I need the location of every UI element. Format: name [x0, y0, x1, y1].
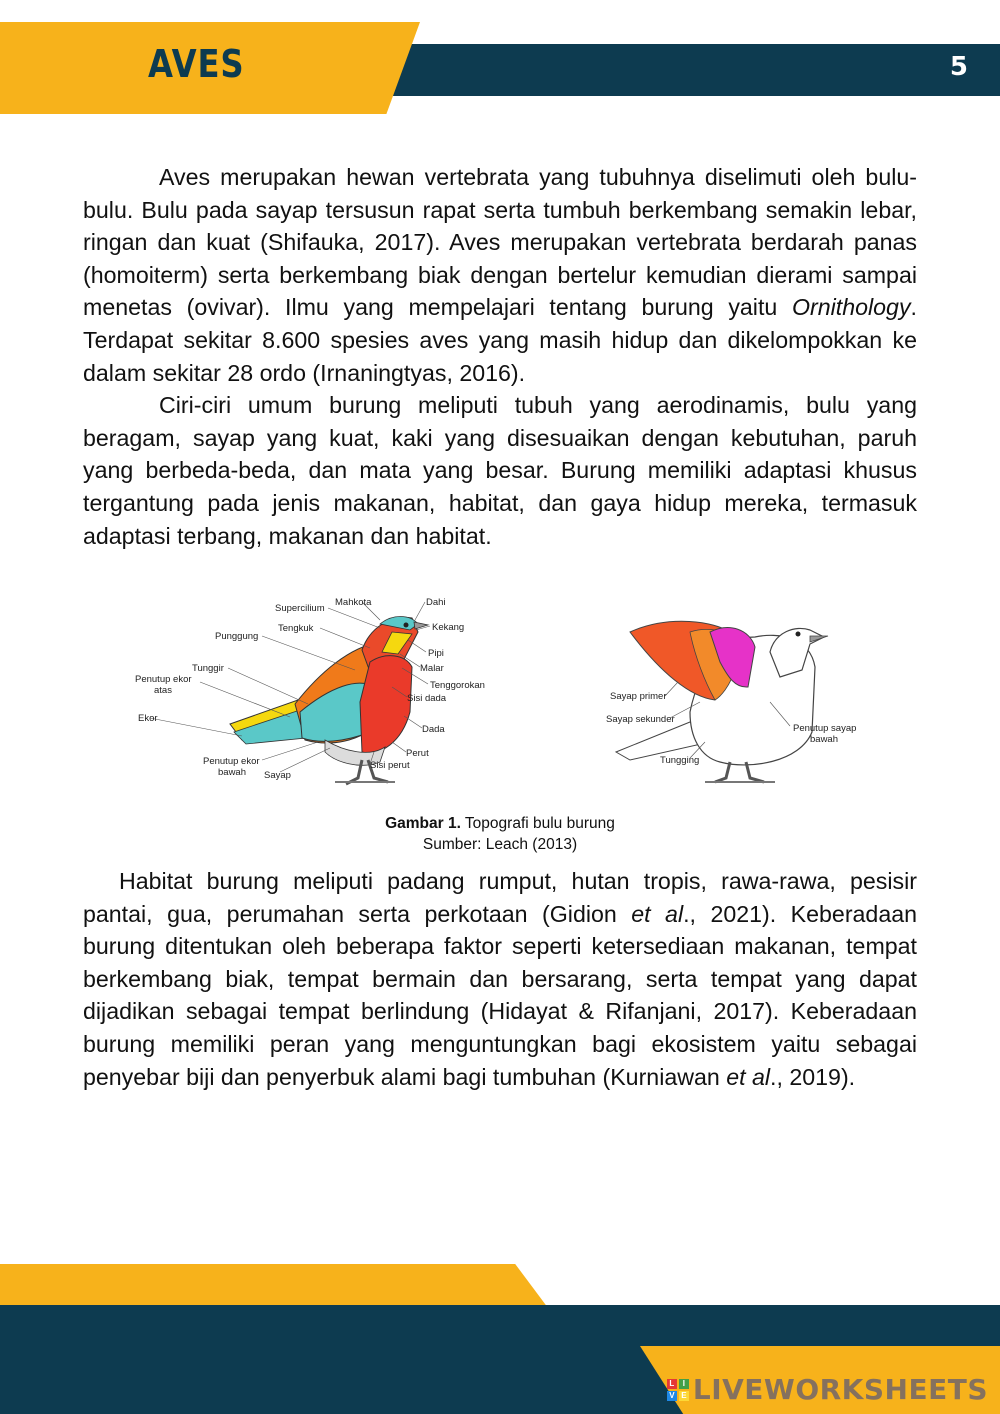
label-sisi-dada: Sisi dada [407, 693, 447, 704]
label-tengkuk: Tengkuk [278, 623, 314, 634]
label-penutup-sayap-bawah-2: bawah [810, 734, 838, 745]
label-ekor: Ekor [138, 713, 158, 724]
label-sisi-perut: Sisi perut [370, 760, 410, 771]
watermark-text: LIVEWORKSHEETS [692, 1373, 988, 1406]
header-dark-band [390, 44, 1000, 96]
page-number: 5 [949, 52, 968, 82]
body-text-bottom [83, 865, 917, 1093]
paragraph-habitat: Habitat burung meliputi padang rumput, hutan tropis, rawa-rawa, pesisir pantai, gua, perumahan serta perkotaan (Gidion et al., 2021). Keberadaan burung ditentukan oleh beberapa faktor seperti ketersediaan makanan, tempat berkembang biak, tempat bermain dan bersarang, serta tempat yang dapat dijadikan sebagai tempat berlindung (Hidayat & Rifanjani, 2017). Keberadaan burung memiliki peran yang menguntungkan bagi ekosistem yaitu sebagai penyebar biji dan penyerbuk alami bagi tumbuhan (Kurniawan et al., 2019). [83, 868, 918, 1090]
label-perut: Perut [406, 748, 429, 759]
label-tenggorokan: Tenggorokan [430, 680, 485, 691]
bird-topography-figure [130, 592, 870, 797]
body-text-top [83, 161, 917, 552]
label-sayap-primer: Sayap primer [610, 691, 667, 702]
label-penutup-ekor-atas: Penutup ekor [135, 674, 192, 685]
page-title: AVES [148, 42, 245, 86]
label-dahi: Dahi [426, 597, 446, 608]
label-punggung: Punggung [215, 631, 259, 642]
figure-caption: Gambar 1. Topografi bulu burung [385, 815, 615, 832]
label-penutup-ekor-bawah-2: bawah [218, 767, 246, 778]
label-sayap-sekunder: Sayap sekunder [606, 714, 675, 725]
label-tungging: Tungging [660, 755, 700, 766]
bird-diagrams [130, 592, 870, 797]
label-mahkota: Mahkota [335, 597, 372, 608]
label-penutup-ekor-bawah: Penutup ekor [203, 756, 260, 767]
liveworksheets-watermark[interactable] [667, 1373, 988, 1406]
label-kekang: Kekang [432, 622, 465, 633]
paragraph-intro: Aves merupakan hewan vertebrata yang tubuhnya diselimuti oleh bulu- bulu. Bulu pada sayap tersusun rapat serta tumbuh berkembang semakin lebar, ringan dan kuat (Shifauka, 2017). Aves merupakan vertebrata berdarah panas (homoiterm) serta berkembang biak dengan bertelur kemudian dierami sampai menetas (ovivar). Ilmu yang mempelajari tentang burung yaitu Ornithology. Terdapat sekitar 8.600 spesies aves yang masih hidup dan dikelompokkan ke dalam sekitar 28 ordo (Irnaningtyas, 2016). [83, 164, 917, 386]
liveworksheets-logo-icon: L I V E [667, 1379, 689, 1401]
figure-source: Sumber: Leach (2013) [422, 836, 578, 853]
label-penutup-ekor-atas-2: atas [154, 685, 172, 696]
label-supercilium: Supercilium [275, 603, 325, 614]
label-malar: Malar [420, 663, 444, 674]
label-tunggir: Tunggir [192, 663, 224, 674]
label-dada: Dada [422, 724, 445, 735]
bird-left-illustration [230, 617, 428, 785]
label-pipi: Pipi [428, 648, 444, 659]
label-penutup-sayap-bawah: Penutup sayap [793, 723, 857, 734]
label-sayap: Sayap [264, 770, 291, 781]
paragraph-characteristics: Ciri-ciri umum burung meliputi tubuh yang aerodinamis, bulu yang beragam, sayap yang kuat, kaki yang disesuaikan dengan kebutuhan, paruh yang berbeda-beda, dan mata yang besar. Burung memiliki adaptasi khusus tergantung pada jenis makanan, habitat, dan gaya hidup mereka, termasuk adaptasi terbang, makanan dan habitat. [83, 392, 917, 549]
